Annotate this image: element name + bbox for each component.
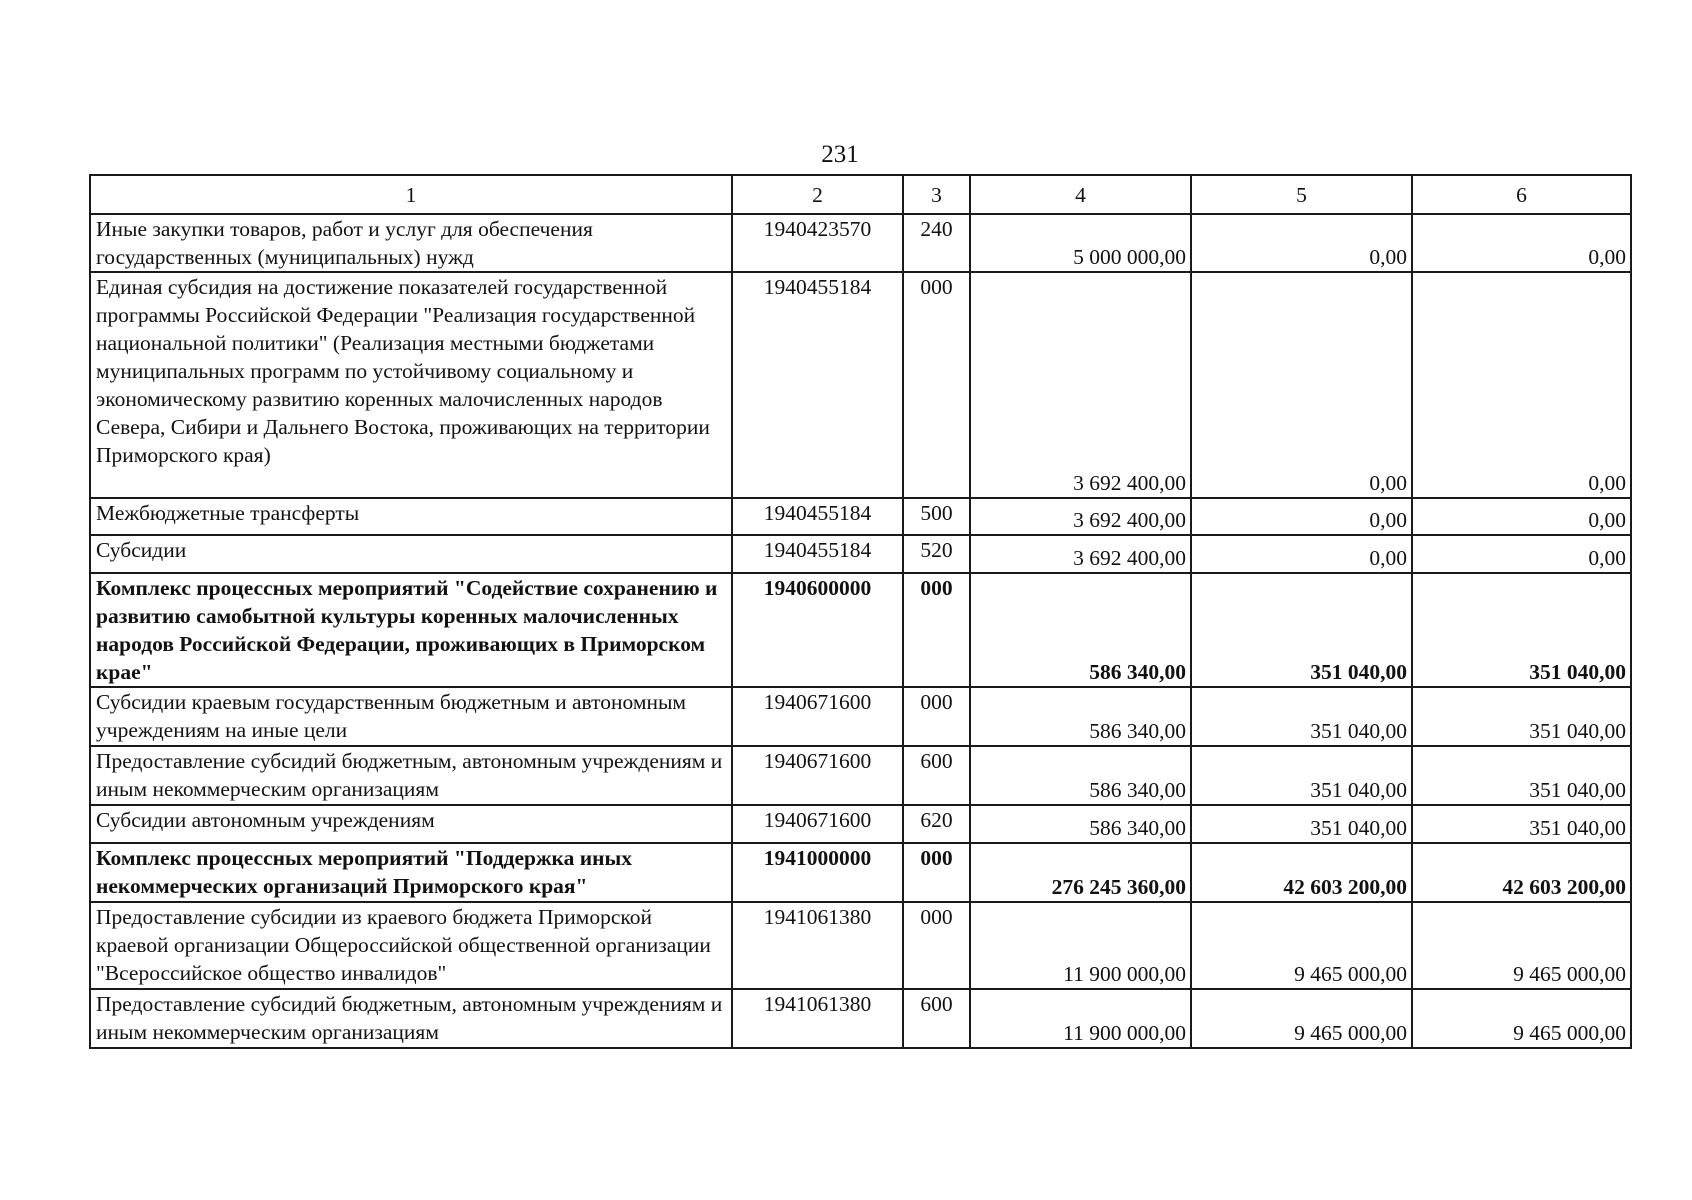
table-row [90,573,1631,687]
row-code: 1940671600 [732,746,903,805]
row-value-5: 0,00 [1191,535,1412,573]
row-type: 000 [903,573,970,687]
row-value-4: 3 692 400,00 [970,272,1191,498]
row-name: Субсидии автономным учреждениям [90,805,732,843]
row-type: 000 [903,843,970,902]
row-name: Предоставление субсидий бюджетным, автономным учреждениям и иным некоммерческим организациям [90,746,732,805]
row-value-5: 351 040,00 [1191,573,1412,687]
row-value-4: 586 340,00 [970,687,1191,746]
row-value-6: 9 465 000,00 [1412,902,1631,989]
row-value-5: 0,00 [1191,498,1412,535]
row-type: 600 [903,746,970,805]
row-type: 600 [903,989,970,1048]
row-name: Предоставление субсидий бюджетным, автономным учреждениям и иным некоммерческим организациям [90,989,732,1048]
row-type: 620 [903,805,970,843]
row-code: 1940423570 [732,214,903,272]
row-value-5: 0,00 [1191,272,1412,498]
table-row [90,746,1631,805]
row-name: Межбюджетные трансферты [90,498,732,535]
row-value-6: 0,00 [1412,272,1631,498]
row-value-6: 351 040,00 [1412,746,1631,805]
row-name: Комплекс процессных мероприятий "Поддержка иных некоммерческих организаций Приморского края" [90,843,732,902]
row-value-6: 351 040,00 [1412,805,1631,843]
row-type: 000 [903,687,970,746]
row-value-6: 0,00 [1412,535,1631,573]
row-value-6: 42 603 200,00 [1412,843,1631,902]
row-code: 1940600000 [732,573,903,687]
column-header-1: 1 [90,175,732,214]
budget-table [89,174,1632,1049]
row-value-4: 276 245 360,00 [970,843,1191,902]
table-row [90,498,1631,535]
row-value-6: 0,00 [1412,214,1631,272]
table-row [90,687,1631,746]
row-code: 1940455184 [732,498,903,535]
table-row [90,805,1631,843]
row-value-5: 351 040,00 [1191,687,1412,746]
column-header-4: 4 [970,175,1191,214]
row-value-4: 11 900 000,00 [970,902,1191,989]
column-header-5: 5 [1191,175,1412,214]
row-type: 520 [903,535,970,573]
row-value-4: 586 340,00 [970,805,1191,843]
column-header-6: 6 [1412,175,1631,214]
row-type: 000 [903,902,970,989]
row-type: 500 [903,498,970,535]
row-code: 1940455184 [732,535,903,573]
column-header-3: 3 [903,175,970,214]
row-value-4: 11 900 000,00 [970,989,1191,1048]
row-type: 240 [903,214,970,272]
row-value-5: 42 603 200,00 [1191,843,1412,902]
row-value-5: 351 040,00 [1191,746,1412,805]
row-value-4: 586 340,00 [970,573,1191,687]
row-name: Комплекс процессных мероприятий "Содействие сохранению и развитию самобытной культуры коренных малочисленных народов Российской Федерации, проживающих в Приморском крае" [90,573,732,687]
row-value-4: 3 692 400,00 [970,498,1191,535]
row-value-4: 3 692 400,00 [970,535,1191,573]
row-value-4: 586 340,00 [970,746,1191,805]
row-value-5: 9 465 000,00 [1191,989,1412,1048]
row-code: 1940671600 [732,687,903,746]
row-name: Иные закупки товаров, работ и услуг для обеспечения государственных (муниципальных) нужд [90,214,732,272]
table-row [90,902,1631,989]
row-code: 1941061380 [732,989,903,1048]
row-value-6: 351 040,00 [1412,573,1631,687]
row-code: 1941000000 [732,843,903,902]
table-header-row [90,175,1631,214]
row-value-5: 351 040,00 [1191,805,1412,843]
row-value-4: 5 000 000,00 [970,214,1191,272]
row-code: 1940671600 [732,805,903,843]
row-name: Субсидии [90,535,732,573]
row-type: 000 [903,272,970,498]
row-name: Субсидии краевым государственным бюджетным и автономным учреждениям на иные цели [90,687,732,746]
row-name: Единая субсидия на достижение показателей государственной программы Российской Федерации "Реализация государственной национальной политики" (Реализация местными бюджетами муниципальных программ по устойчивому социальному и экономическому развитию коренных малочисленных народов Севера, Сибири и Дальнего Востока, проживающих на территории Приморского края) [90,272,732,498]
row-value-5: 9 465 000,00 [1191,902,1412,989]
table-row [90,214,1631,272]
row-code: 1941061380 [732,902,903,989]
table-row [90,535,1631,573]
table-row [90,989,1631,1048]
row-code: 1940455184 [732,272,903,498]
page-number: 231 [821,141,859,168]
table-row [90,272,1631,498]
row-name: Предоставление субсидии из краевого бюджета Приморской краевой организации Общероссийской общественной организации "Всероссийское общество инвалидов" [90,902,732,989]
row-value-6: 9 465 000,00 [1412,989,1631,1048]
row-value-6: 0,00 [1412,498,1631,535]
row-value-5: 0,00 [1191,214,1412,272]
column-header-2: 2 [732,175,903,214]
row-value-6: 351 040,00 [1412,687,1631,746]
table-row [90,843,1631,902]
